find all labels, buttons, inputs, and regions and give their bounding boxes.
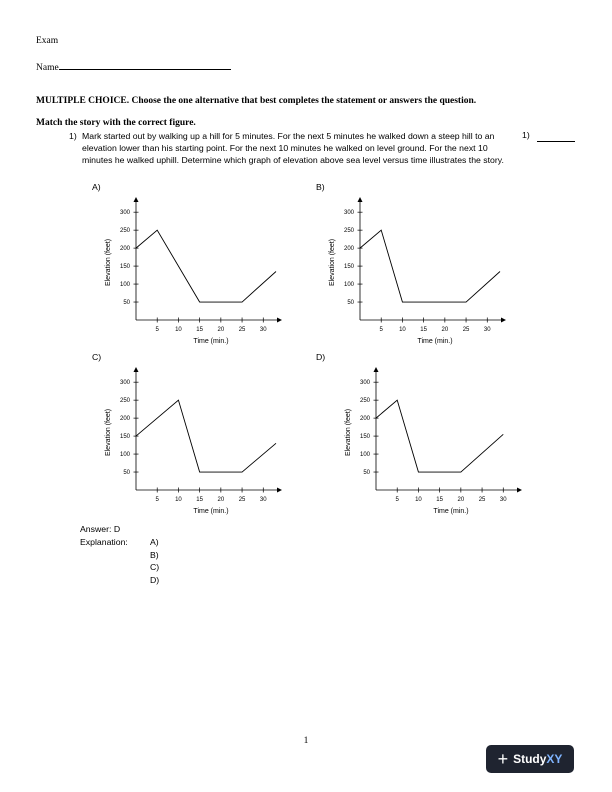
y-axis-arrow xyxy=(374,367,379,372)
x-tick-label: 20 xyxy=(457,497,465,503)
y-tick-label: 300 xyxy=(359,380,370,387)
plus-icon: + xyxy=(497,749,509,769)
name-label: Name xyxy=(36,63,59,73)
y-tick-label: 200 xyxy=(119,246,130,253)
option-b-label: B) xyxy=(316,182,325,192)
y-tick-label: 250 xyxy=(119,228,130,235)
elevation-line xyxy=(136,400,276,472)
logo-text xyxy=(513,752,562,766)
section-title: MULTIPLE CHOICE. Choose the one alternative that best completes the statement or answers the question. xyxy=(36,96,477,106)
y-tick-label: 300 xyxy=(119,210,130,217)
y-axis-arrow xyxy=(134,197,139,202)
x-tick-label: 30 xyxy=(259,327,267,333)
x-tick-label: 10 xyxy=(175,497,182,503)
y-tick-label: 150 xyxy=(119,434,130,441)
y-tick-label: 200 xyxy=(343,246,354,253)
name-field xyxy=(36,60,231,73)
x-tick-label: 15 xyxy=(196,497,203,503)
y-tick-label: 50 xyxy=(363,470,370,477)
x-tick-label: 25 xyxy=(478,497,486,503)
answer-blank-line xyxy=(537,141,575,142)
x-tick-label: 15 xyxy=(420,327,427,333)
x-tick-label: 30 xyxy=(259,497,267,503)
y-axis-arrow xyxy=(134,367,139,372)
studyxy-logo xyxy=(486,745,574,773)
logo-text-main: Study xyxy=(513,752,547,766)
x-axis-arrow xyxy=(501,318,506,323)
x-tick-label: 5 xyxy=(155,327,159,333)
y-axis-label: Elevation (feet) xyxy=(345,408,352,457)
x-tick-label: 20 xyxy=(441,327,449,333)
x-axis-label: Time (min.) xyxy=(417,338,453,345)
y-tick-label: 250 xyxy=(119,398,130,405)
y-tick-label: 300 xyxy=(343,210,354,217)
question-number: 1) xyxy=(69,131,77,141)
y-tick-label: 150 xyxy=(359,434,370,441)
explanation-item: B) xyxy=(150,549,159,560)
x-tick-label: 20 xyxy=(217,497,225,503)
y-tick-label: 100 xyxy=(343,282,354,289)
elevation-line xyxy=(136,230,276,302)
y-axis-arrow xyxy=(358,197,363,202)
exam-label: Exam xyxy=(36,36,59,46)
name-blank-line xyxy=(59,60,231,70)
y-tick-label: 50 xyxy=(347,300,354,307)
x-tick-label: 25 xyxy=(462,327,470,333)
x-tick-label: 5 xyxy=(155,497,159,503)
y-tick-label: 100 xyxy=(119,282,130,289)
x-tick-label: 30 xyxy=(499,497,507,503)
y-axis-label: Elevation (feet) xyxy=(105,408,112,457)
logo-text-accent: XY xyxy=(546,752,563,766)
y-tick-label: 200 xyxy=(119,416,130,423)
x-axis-arrow xyxy=(277,488,282,493)
answer-value: D xyxy=(113,524,121,534)
explanation-item: C) xyxy=(150,562,160,573)
x-axis-arrow xyxy=(277,318,282,323)
x-tick-label: 5 xyxy=(379,327,383,333)
graph-option-a xyxy=(96,192,276,352)
x-axis-label: Time (min.) xyxy=(433,508,469,515)
subsection-title: Match the story with the correct figure. xyxy=(36,118,196,128)
option-c-label: C) xyxy=(92,352,102,362)
explanation-label: Explanation: xyxy=(80,537,128,547)
explanation-item: A) xyxy=(150,537,159,547)
explanation-item: D) xyxy=(150,574,160,585)
y-axis-label: Elevation (feet) xyxy=(105,238,112,287)
graph-option-b xyxy=(320,192,500,352)
graph-option-c xyxy=(96,362,276,522)
y-tick-label: 300 xyxy=(119,380,130,387)
y-tick-label: 100 xyxy=(359,452,370,459)
page-number: 1 xyxy=(303,736,309,746)
elevation-line xyxy=(376,400,503,472)
answer-line xyxy=(80,523,120,536)
x-tick-label: 30 xyxy=(483,327,491,333)
y-tick-label: 200 xyxy=(359,416,370,423)
graph-option-d xyxy=(336,362,516,522)
question-text: Mark started out by walking up a hill for 5 minutes. For the next 5 minutes he walked down a steep hill to an elevation lower than his starting point. For the next 10 minutes he walked on level ground. For the next 10 minutes he walked uphill. Determine which graph of elevation above sea level versus time illustrates the story. xyxy=(82,131,504,166)
y-tick-label: 50 xyxy=(123,300,130,307)
x-tick-label: 10 xyxy=(175,327,182,333)
x-axis-label: Time (min.) xyxy=(193,508,229,515)
x-tick-label: 25 xyxy=(238,497,246,503)
y-tick-label: 150 xyxy=(119,264,130,271)
x-tick-label: 5 xyxy=(395,497,399,503)
y-tick-label: 250 xyxy=(359,398,370,405)
x-tick-label: 25 xyxy=(238,327,246,333)
x-tick-label: 15 xyxy=(436,497,443,503)
x-axis-label: Time (min.) xyxy=(193,338,229,345)
answer-label: Answer: xyxy=(80,524,112,534)
question-1 xyxy=(69,130,514,167)
answer-number-label: 1) xyxy=(522,130,530,140)
option-a-label: A) xyxy=(92,182,101,192)
explanation-list xyxy=(150,536,159,586)
option-d-label: D) xyxy=(316,352,326,362)
x-tick-label: 15 xyxy=(196,327,203,333)
y-tick-label: 50 xyxy=(123,470,130,477)
x-tick-label: 10 xyxy=(399,327,406,333)
x-axis-arrow xyxy=(517,488,522,493)
x-tick-label: 10 xyxy=(415,497,422,503)
y-tick-label: 250 xyxy=(343,228,354,235)
y-axis-label: Elevation (feet) xyxy=(329,238,336,287)
y-tick-label: 150 xyxy=(343,264,354,271)
x-tick-label: 20 xyxy=(217,327,225,333)
y-tick-label: 100 xyxy=(119,452,130,459)
elevation-line xyxy=(360,230,500,302)
